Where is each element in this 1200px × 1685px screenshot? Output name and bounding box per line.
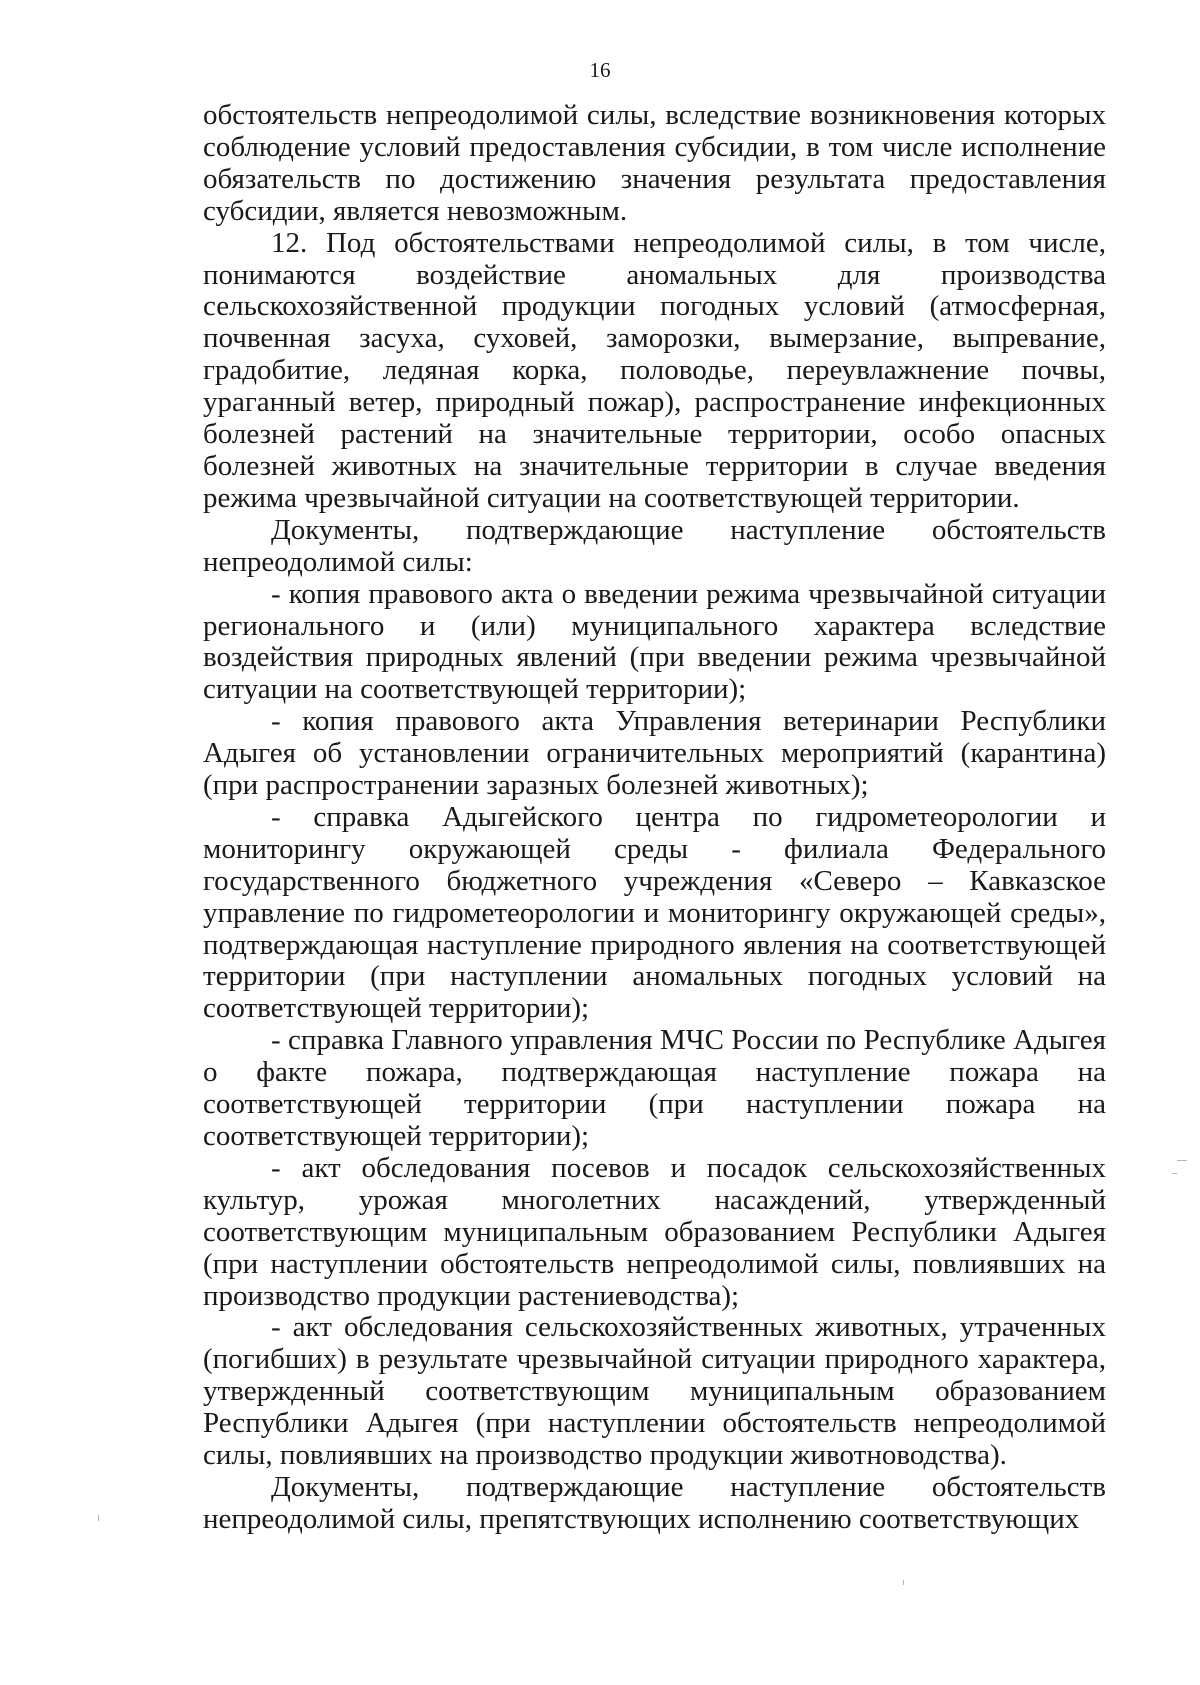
- list-item-animals-inspection-act: - акт обследования сельскохозяйственных животных, утраченных (погибших) в результате чрезвычайной ситуации природного характера, утвержденный соответствующим муниципальным образованием Республики Адыгея (при наступлении обстоятельств непреодолимой силы, повлиявших на производство продукции животноводства).: [203, 1311, 1106, 1472]
- scan-artifact: [98, 1515, 99, 1521]
- list-item-veterinary-act: - копия правового акта Управления ветеринарии Республики Адыгея об установлении ограничительных мероприятий (карантина) (при распространении заразных болезней животных);: [203, 705, 1106, 802]
- paragraph-documents-intro: Документы, подтверждающие наступление обстоятельств непреодолимой силы:: [203, 513, 1106, 578]
- page-number: 16: [589, 58, 611, 82]
- page-body: [203, 100, 1106, 1536]
- paragraph-continuation: обстоятельств непреодолимой силы, вследствие возникновения которых соблюдение условий предоставления субсидии, в том числе исполнение обязательств по достижению значения результата предоставления субсидии, является невозможным.: [203, 99, 1106, 227]
- paragraph-documents-preventing: Документы, подтверждающие наступление обстоятельств непреодолимой силы, препятствующих исполнению соответствующих: [203, 1470, 1106, 1535]
- scan-artifact: [1177, 1160, 1187, 1161]
- list-item-mchs-certificate: - справка Главного управления МЧС России по Республике Адыгея о факте пожара, подтверждающая наступление пожара на соответствующей территории (при наступлении пожара на соответствующей территории);: [203, 1024, 1106, 1152]
- list-item-hydromet-certificate: - справка Адыгейского центра по гидрометеорологии и мониторингу окружающей среды - филиала Федерального государственного бюджетного учреждения «Северо – Кавказское управление по гидрометеорологии и мониторингу окружающей среды», подтверждающая наступление природного явления на соответствующей территории (при наступлении аномальных погодных условий на соответствующей территории);: [203, 800, 1106, 1025]
- paragraph-item-12: 12. Под обстоятельствами непреодолимой силы, в том числе, понимаются воздействие аномальных для производства сельскохозяйственной продукции погодных условий (атмосферная, почвенная засуха, суховей, заморозки, вымерзание, выпревание, градобитие, ледяная корка, половодье, переувлажнение почвы, ураганный ветер, природный пожар), распространение инфекционных болезней растений на значительные территории, особо опасных болезней животных на значительные территории в случае введения режима чрезвычайной ситуации на соответствующей территории.: [203, 226, 1106, 514]
- list-item-emergency-act: - копия правового акта о введении режима чрезвычайной ситуации регионального и (или) муниципального характера вследствие воздействия природных явлений (при введении режима чрезвычайной ситуации на соответствующей территории);: [203, 577, 1106, 706]
- scan-artifact: [903, 1580, 904, 1585]
- list-item-crops-inspection-act: - акт обследования посевов и посадок сельскохозяйственных культур, урожая многолетних насаждений, утвержденный соответствующим муниципальным образованием Республики Адыгея (при наступлении обстоятельств непреодолимой силы, повлиявших на производство продукции растениеводства);: [203, 1151, 1106, 1312]
- scan-artifact: [1172, 1173, 1177, 1174]
